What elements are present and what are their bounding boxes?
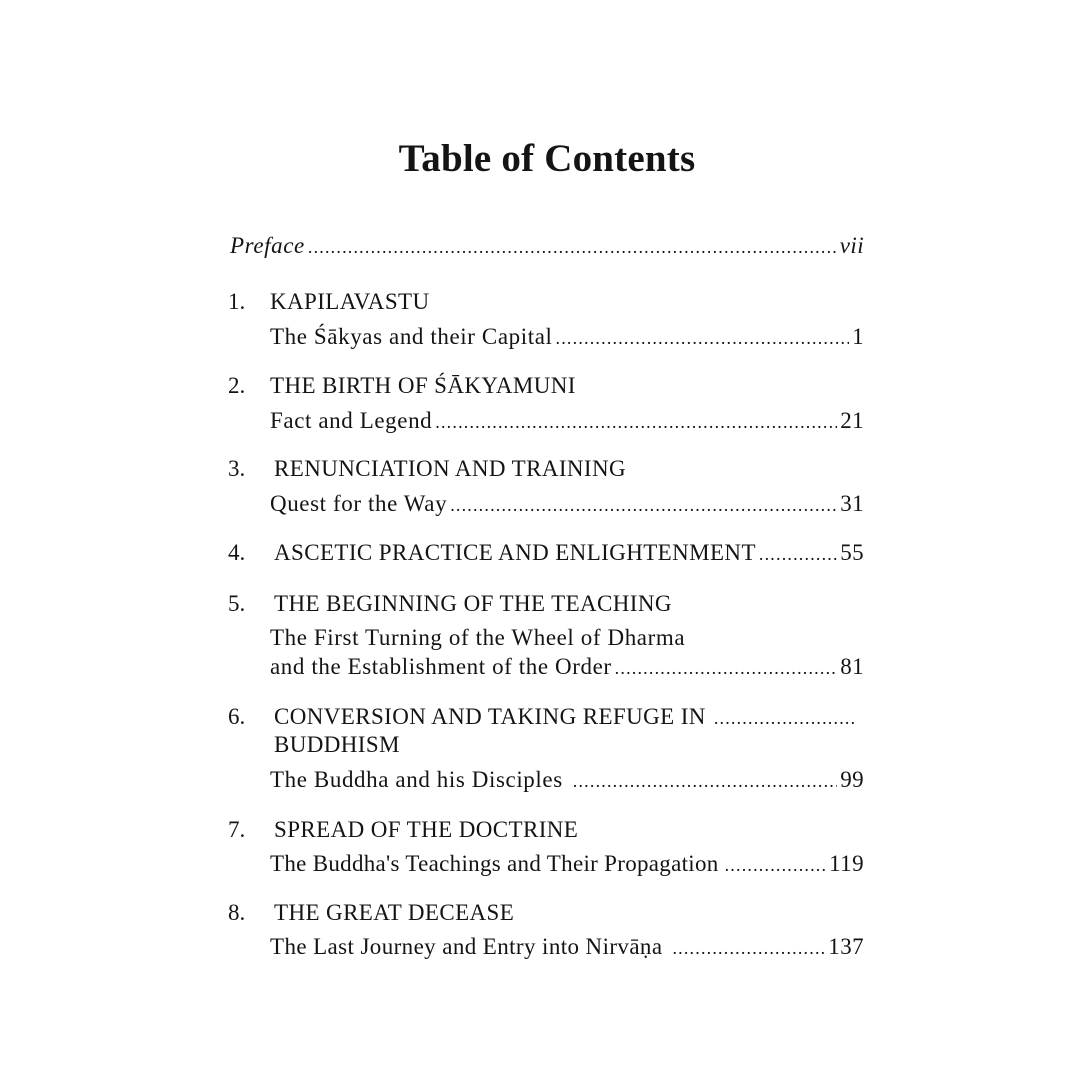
dot-leader bbox=[725, 850, 827, 880]
toc-entry-chapter-6[interactable] bbox=[228, 702, 864, 732]
toc-entry-chapter-4[interactable] bbox=[228, 538, 864, 568]
dot-leader bbox=[573, 766, 837, 796]
preface-label: Preface bbox=[230, 233, 305, 258]
preface-page-number: vii bbox=[839, 233, 864, 258]
chapter-heading: THE BEGINNING OF THE TEACHING bbox=[274, 591, 672, 616]
chapter-subtitle-line1: The First Turning of the Wheel of Dharma bbox=[270, 625, 686, 650]
chapter-subtitle: and the Establishment of the Order bbox=[270, 654, 612, 679]
chapter-number: 8. bbox=[228, 900, 246, 925]
chapter-page-number: 119 bbox=[829, 851, 864, 876]
chapter-number: 6. bbox=[228, 704, 246, 729]
chapter-page-number: 21 bbox=[840, 408, 864, 433]
toc-entry-chapter-7-subtitle[interactable] bbox=[270, 849, 864, 879]
chapter-subtitle: The Śākyas and their Capital bbox=[270, 324, 553, 349]
chapter-heading-line2: BUDDHISM bbox=[274, 732, 400, 757]
dot-leader bbox=[450, 490, 837, 520]
toc-entry-chapter-1-subtitle[interactable] bbox=[270, 322, 864, 352]
page-title: Table of Contents bbox=[398, 137, 696, 180]
chapter-heading: THE BIRTH OF ŚĀKYAMUNI bbox=[270, 373, 576, 398]
chapter-page-number: 55 bbox=[840, 540, 864, 565]
dot-leader bbox=[759, 539, 837, 569]
chapter-number: 4. bbox=[228, 540, 246, 565]
toc-entry-chapter-3[interactable] bbox=[228, 454, 864, 484]
chapter-subtitle: The Buddha's Teachings and Their Propagation bbox=[270, 851, 719, 876]
toc-entry-chapter-8-subtitle[interactable] bbox=[270, 932, 864, 962]
toc-entry-chapter-1[interactable] bbox=[228, 287, 864, 317]
chapter-4-dotted-line bbox=[274, 538, 864, 568]
toc-entry-chapter-6-subtitle[interactable] bbox=[270, 765, 864, 795]
toc-entry-chapter-6-heading-line2 bbox=[228, 730, 864, 760]
dot-leader bbox=[615, 653, 838, 683]
toc-entry-chapter-2[interactable] bbox=[228, 371, 864, 401]
chapter-number: 2. bbox=[228, 373, 246, 398]
dot-leader bbox=[435, 407, 837, 437]
toc-entry-chapter-8[interactable] bbox=[228, 898, 864, 928]
chapter-number: 7. bbox=[228, 817, 246, 842]
dot-leader bbox=[714, 703, 855, 733]
chapter-subtitle: The Buddha and his Disciples bbox=[270, 767, 563, 792]
chapter-heading: ASCETIC PRACTICE AND ENLIGHTENMENT bbox=[274, 540, 756, 565]
chapter-6-heading-line bbox=[274, 702, 858, 732]
toc-entry-chapter-5-subtitle-line1 bbox=[228, 623, 864, 653]
chapter-heading: CONVERSION AND TAKING REFUGE IN bbox=[274, 704, 706, 729]
toc-entry-chapter-5[interactable] bbox=[228, 589, 864, 619]
chapter-page-number: 1 bbox=[852, 324, 864, 349]
chapter-subtitle: Quest for the Way bbox=[270, 491, 448, 516]
chapter-page-number: 81 bbox=[840, 654, 864, 679]
chapter-number: 3. bbox=[228, 456, 246, 481]
dot-leader bbox=[672, 933, 825, 963]
toc-entry-preface[interactable] bbox=[230, 231, 864, 261]
toc-entry-chapter-3-subtitle[interactable] bbox=[270, 489, 864, 519]
chapter-subtitle: The Last Journey and Entry into Nirvāṇa bbox=[270, 934, 663, 959]
toc-entry-chapter-2-subtitle[interactable] bbox=[270, 406, 864, 436]
chapter-subtitle: Fact and Legend bbox=[270, 408, 433, 433]
chapter-heading: THE GREAT DECEASE bbox=[274, 900, 515, 925]
chapter-page-number: 99 bbox=[840, 767, 864, 792]
toc-entry-chapter-5-subtitle[interactable] bbox=[270, 652, 864, 682]
chapter-number: 5. bbox=[228, 591, 246, 616]
chapter-page-number: 137 bbox=[828, 934, 864, 959]
chapter-heading: KAPILAVASTU bbox=[270, 289, 430, 314]
chapter-page-number: 31 bbox=[840, 491, 864, 516]
chapter-heading: RENUNCIATION AND TRAINING bbox=[274, 456, 627, 481]
dot-leader bbox=[556, 323, 850, 353]
dot-leader bbox=[308, 232, 837, 262]
chapter-number: 1. bbox=[228, 289, 246, 314]
toc-entry-chapter-7[interactable] bbox=[228, 815, 864, 845]
chapter-heading: SPREAD OF THE DOCTRINE bbox=[274, 817, 579, 842]
